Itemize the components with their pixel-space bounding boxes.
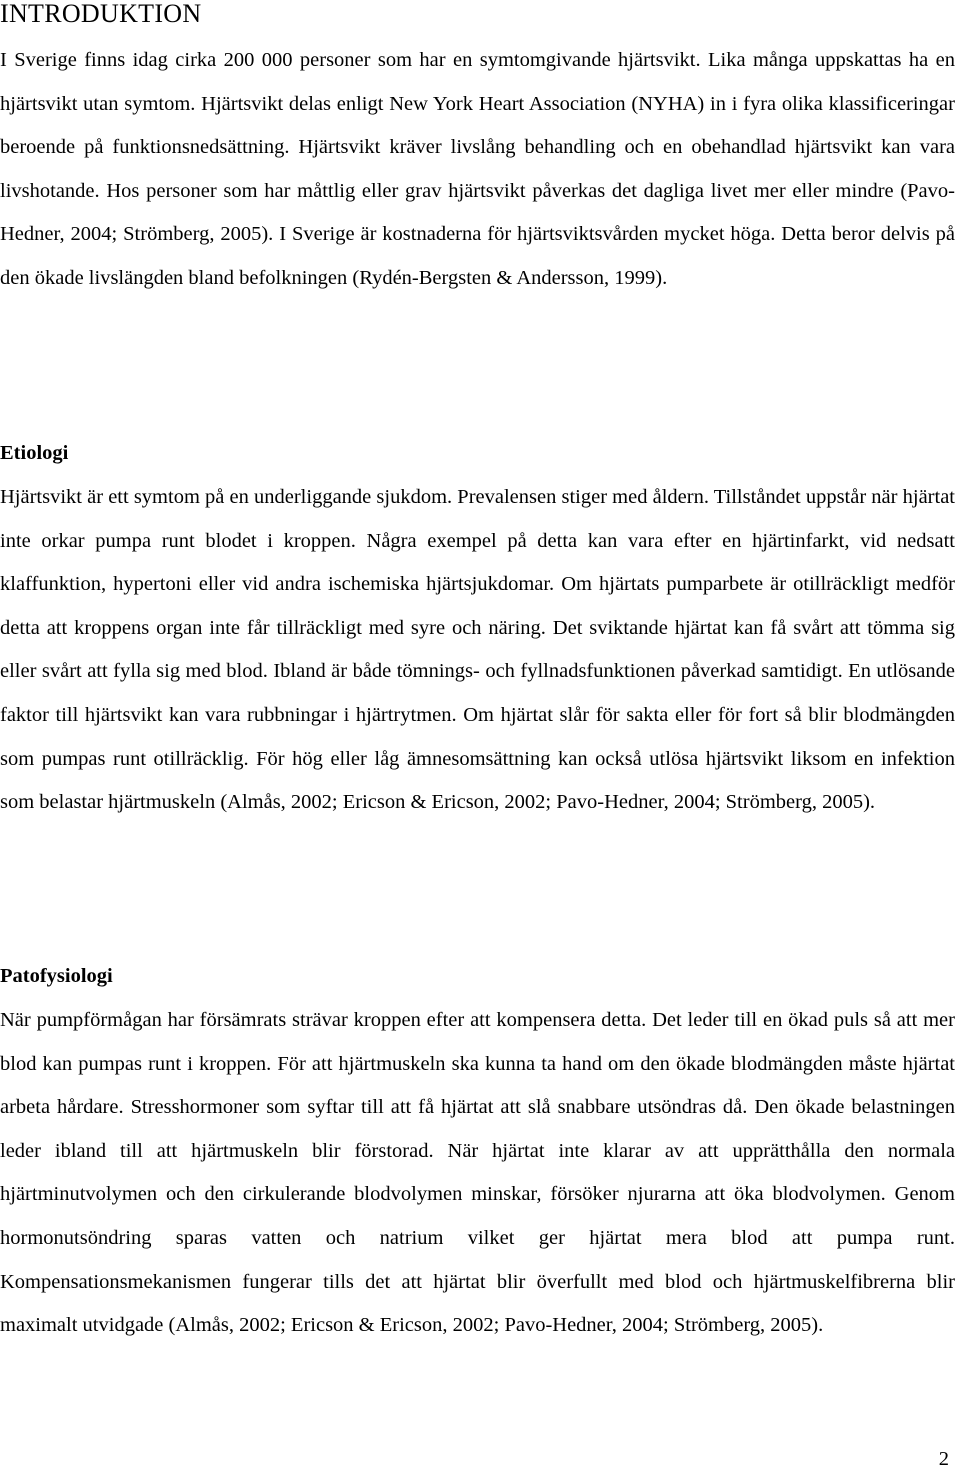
section-paragraph-patofysiologi: När pumpförmågan har försämrats strävar kroppen efter att kompensera detta. Det leder till en ökad puls så att mer blod kan pumpas runt i kroppen. För att hjärtmuskeln ska kunna ta hand om den ökade blodmängden måste hjärtat arbeta hårdare. Stresshormoner som syftar till att få hjärtat att slå snabbare utsöndras då. Den ökade belastningen leder ibland till att hjärtmuskeln blir förstorad. När hjärtat inte klarar av att upprätthålla den normala hjärtminutvolymen och den cirkulerande blodvolymen minskar, försöker njurarna att öka blodvolymen. Genom hormonutsöndring sparas vatten och natrium vilket ger hjärtat mera blod att pumpa runt. Kompensationsmekanismen fungerar tills det att hjärtat blir överfullt med blod och hjärtmuskelfibrerna blir maximalt utvidgade (Almås, 2002; Ericson & Ericson, 2002; Pavo-Hedner, 2004; Strömberg, 2005).	[0, 1009, 955, 1337]
section-heading-etiologi: Etiologi	[0, 442, 69, 464]
intro-paragraph: I Sverige finns idag cirka 200 000 personer som har en symtomgivande hjärtsvikt. Lika många uppskattas ha en hjärtsvikt utan symtom. Hjärtsvikt delas enligt New York Heart Association (NYHA) in i fyra olika klassificeringar beroende på funktionsnedsättning. Hjärtsvikt kräver livslång behandling och en obehandlad hjärtsvikt kan vara livshotande. Hos personer som har måttlig eller grav hjärtsvikt påverkas det dagliga livet mer eller mindre (Pavo-Hedner, 2004; Strömberg, 2005). I Sverige är kostnaderna för hjärtsviktsvården mycket höga. Detta beror delvis på den ökade livslängden bland befolkningen (Rydén-Bergsten & Andersson, 1999).	[0, 49, 955, 289]
page-title: INTRODUKTION	[0, 0, 202, 28]
page-number: 2	[938, 1448, 949, 1470]
section-paragraph-etiologi: Hjärtsvikt är ett symtom på en underliggande sjukdom. Prevalensen stiger med åldern. Tillståndet uppstår när hjärtat inte orkar pumpa runt blodet i kroppen. Några exempel på detta kan vara efter en hjärtinfarkt, vid nedsatt klaffunktion, hypertoni eller vid andra ischemiska hjärtsjukdomar. Om hjärtats pumparbete är otillräckligt medför detta att kroppens organ inte får tillräckligt med syre och näring. Det sviktande hjärtat kan få svårt att tömma sig eller svårt att fylla sig med blod. Ibland är både tömnings- och fyllnadsfunktionen påverkad samtidigt. En utlösande faktor till hjärtsvikt kan vara rubbningar i hjärtrytmen. Om hjärtat slår för sakta eller för fort så blir blodmängden som pumpas runt otillräcklig. För hög eller låg ämnesomsättning kan också utlösa hjärtsvikt liksom en infektion som belastar hjärtmuskeln (Almås, 2002; Ericson & Ericson, 2002; Pavo-Hedner, 2004; Strömberg, 2005).	[0, 486, 955, 814]
section-heading-patofysiologi: Patofysiologi	[0, 965, 113, 987]
